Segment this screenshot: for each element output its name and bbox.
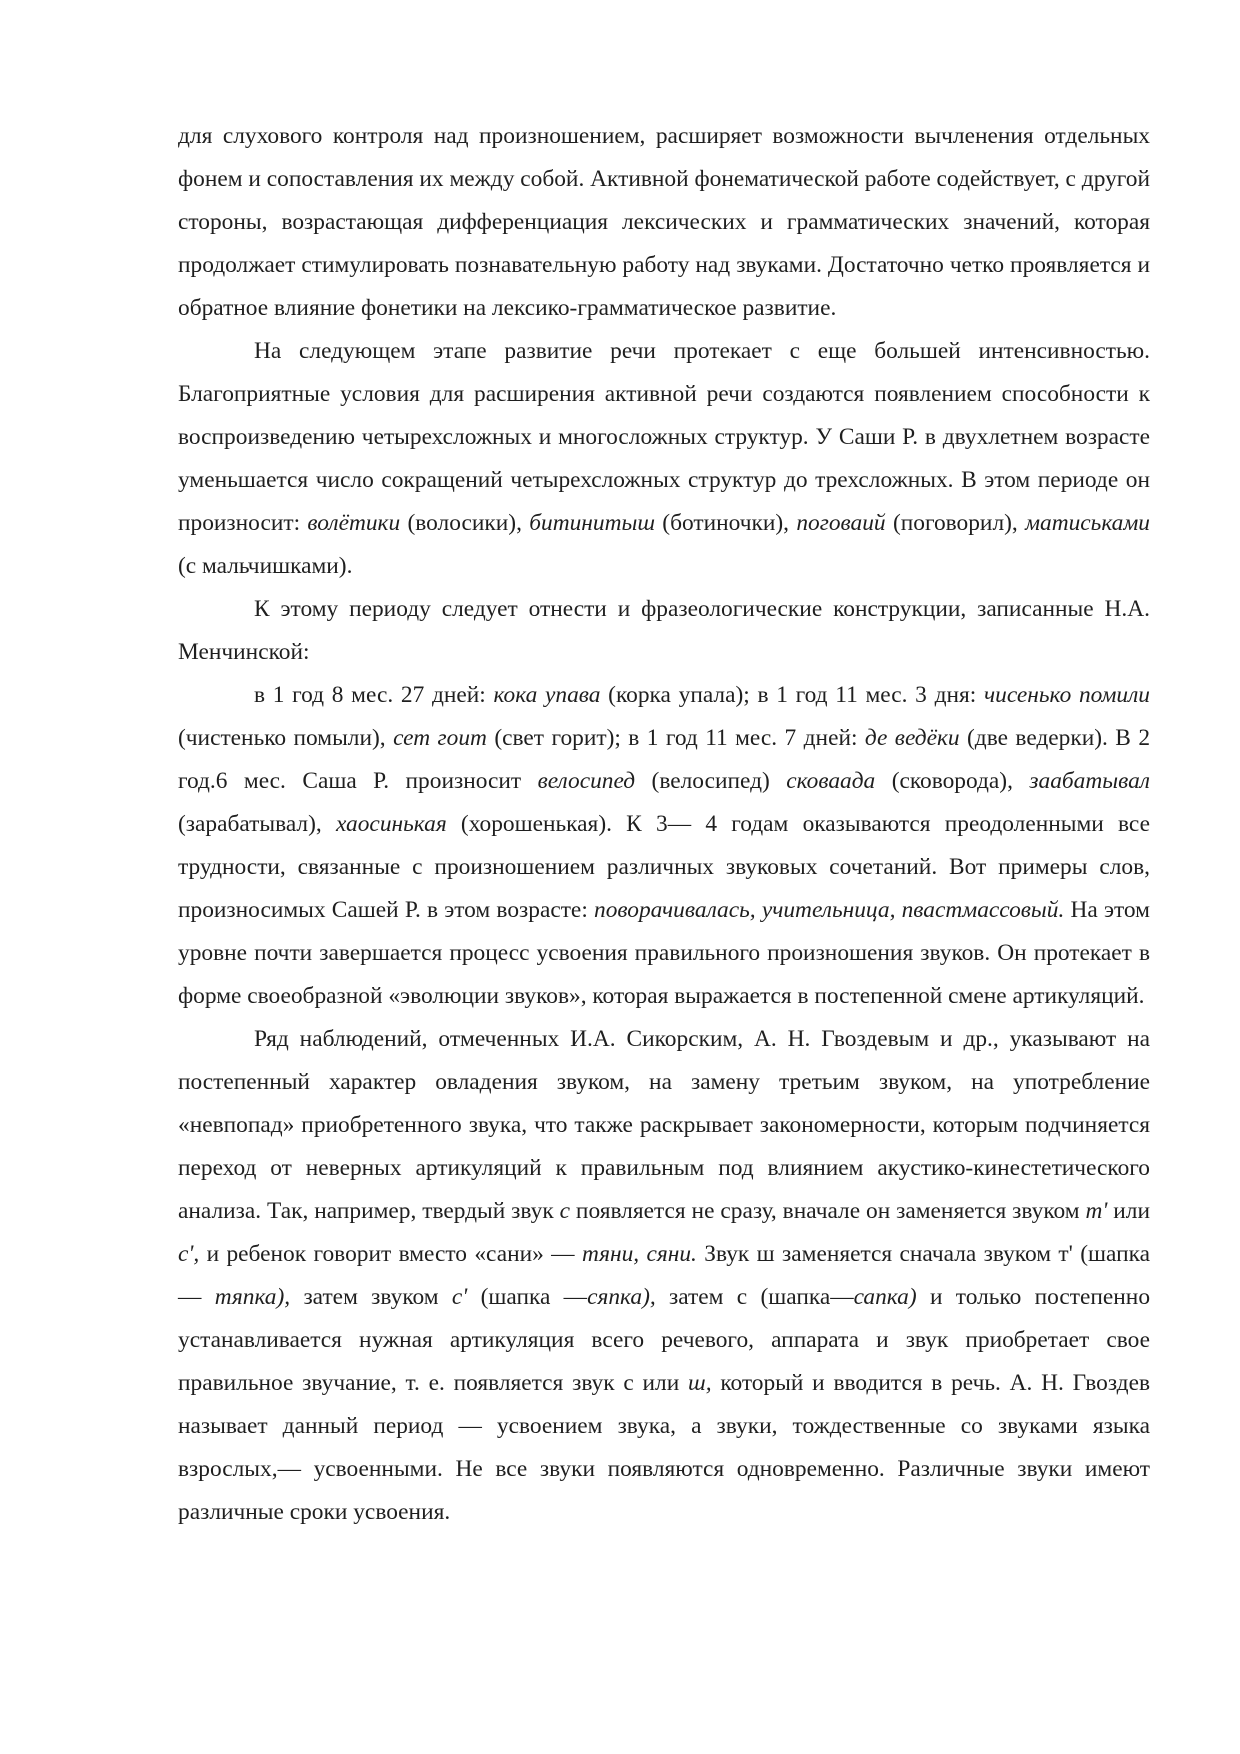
text-segment: (две ведерки). В 2 год.6 мес. Саша Р. произносит (178, 725, 1151, 794)
text-segment: (хорошенькая). К 3— 4 годам оказываются преодоленными все трудности, связанные с произношением различных звуковых сочетаний. Вот примеры слов, произносимых Сашей Р. в этом возрасте: (178, 811, 1150, 923)
text-segment: Ряд наблюдений, отмеченных И.А. Сикорским, А. Н. Гвоздевым и др., указывают на постепенный характер овладения звуком, на замену третьим звуком, на употребление «невпопад» приобретенного звука, что также раскрывает закономерности, которым подчиняется переход от неверных артикуляций к правильным под влиянием акустико-кинестетического анализа. Так, например, твердый звук (178, 1026, 1150, 1224)
text-segment: (с мальчишками). (178, 553, 353, 579)
text-segment: (свет горит); в 1 год 11 мес. 7 дней: (486, 725, 865, 751)
example-word: тяни, сяни. (581, 1241, 697, 1267)
text-segment: (корка упала); в 1 год 11 мес. 3 дня: (600, 682, 984, 708)
paragraph-3 (178, 588, 1150, 674)
text-segment: Звук ш заменяется сначала звуком т' (шапка — (178, 1241, 1150, 1310)
text-segment: (шапка — (467, 1284, 588, 1310)
text-segment: и ребенок говорит вместо «сани» — (199, 1241, 582, 1267)
example-word: сет гоит (393, 725, 487, 751)
text-segment: или (1107, 1198, 1150, 1224)
text-segment: для слухового контроля над произношением, расширяет возможности вычленения отдельных фонем и сопоставления их между собой. Активной фонематической работе содействует, с другой стороны, возрастающая дифференциация лексических и грамматических значений, которая продолжает стимулировать познавательную работу над звуками. Достаточно четко проявляется и обратное влияние фонетики на лексико-грамматическое развитие. (178, 123, 1150, 321)
text-segment: На этом уровне почти завершается процесс усвоения правильного произношения звуков. Он протекает в форме своеобразной «эволюции звуков», которая выражается в постепенной смене артикуляций. (178, 897, 1150, 1009)
paragraph-2 (178, 330, 1150, 588)
text-segment: который и вводится в речь. А. Н. Гвоздев называет данный период — усвоением звука, а звуки, тождественные со звуками языка взрослых,— усвоенными. Не все звуки появляются одновременно. Различные звуки имеют различные сроки усвоения. (178, 1370, 1150, 1525)
document-page (178, 115, 1150, 1534)
example-word: волётики (307, 510, 401, 536)
text-segment: и только постепенно устанавливается нужная артикуляция всего речевого, аппарата и звук приобретает свое правильное звучание, т. е. появляется звук с или (178, 1284, 1151, 1396)
text-segment: (поговорил), (885, 510, 1026, 536)
text-segment: в 1 год 8 мес. 27 дней: (254, 682, 494, 708)
text-segment: затем звуком (290, 1284, 452, 1310)
paragraph-4 (178, 674, 1150, 1018)
example-word: хаосинькая (335, 811, 447, 837)
example-word: поворачивалась, учительница, пвастмассовый. (594, 897, 1065, 923)
text-segment: (волосики), (400, 510, 530, 536)
example-word: тяпка), (214, 1284, 291, 1310)
text-segment: затем с (шапка— (655, 1284, 854, 1310)
example-word: де ведёки (864, 725, 960, 751)
example-word: сапка) (853, 1284, 917, 1310)
text-segment: (ботиночки), (654, 510, 797, 536)
example-word: сяпка), (587, 1284, 656, 1310)
text-segment: На следующем этапе развитие речи протекает с еще большей интенсивностью. Благоприятные условия для расширения активной речи создаются появлением способности к воспроизведению четырехсложных и многосложных структур. У Саши Р. в двухлетнем возрасте уменьшается число сокращений четырехсложных структур до трехсложных. В этом периоде он произносит: (178, 338, 1150, 536)
example-word: т' (1085, 1198, 1108, 1224)
text-segment: К этому периоду следует отнести и фразеологические конструкции, записанные Н.А. Менчинской: (178, 596, 1150, 665)
example-word: чисенько помили (983, 682, 1150, 708)
example-word: ш, (688, 1370, 712, 1396)
example-word: битинитыш (529, 510, 655, 536)
example-word: заабатывал (1029, 768, 1150, 794)
example-word: велосипед (537, 768, 636, 794)
example-word: с' (451, 1284, 468, 1310)
paragraph-5 (178, 1018, 1150, 1534)
example-word: матиськами (1025, 510, 1150, 536)
paragraph-1 (178, 115, 1150, 330)
example-word: сковаада (786, 768, 876, 794)
text-segment: (сковорода), (875, 768, 1030, 794)
text-segment: (чистенько помыли), (178, 725, 394, 751)
example-word: кока упава (493, 682, 601, 708)
example-word: с (559, 1198, 571, 1224)
text-segment: (велосипед) (635, 768, 787, 794)
text-segment: появляется не сразу, вначале он заменяется звуком (570, 1198, 1086, 1224)
example-word: с', (178, 1241, 200, 1267)
example-word: поговаий (796, 510, 886, 536)
text-segment: (зарабатывал), (178, 811, 336, 837)
